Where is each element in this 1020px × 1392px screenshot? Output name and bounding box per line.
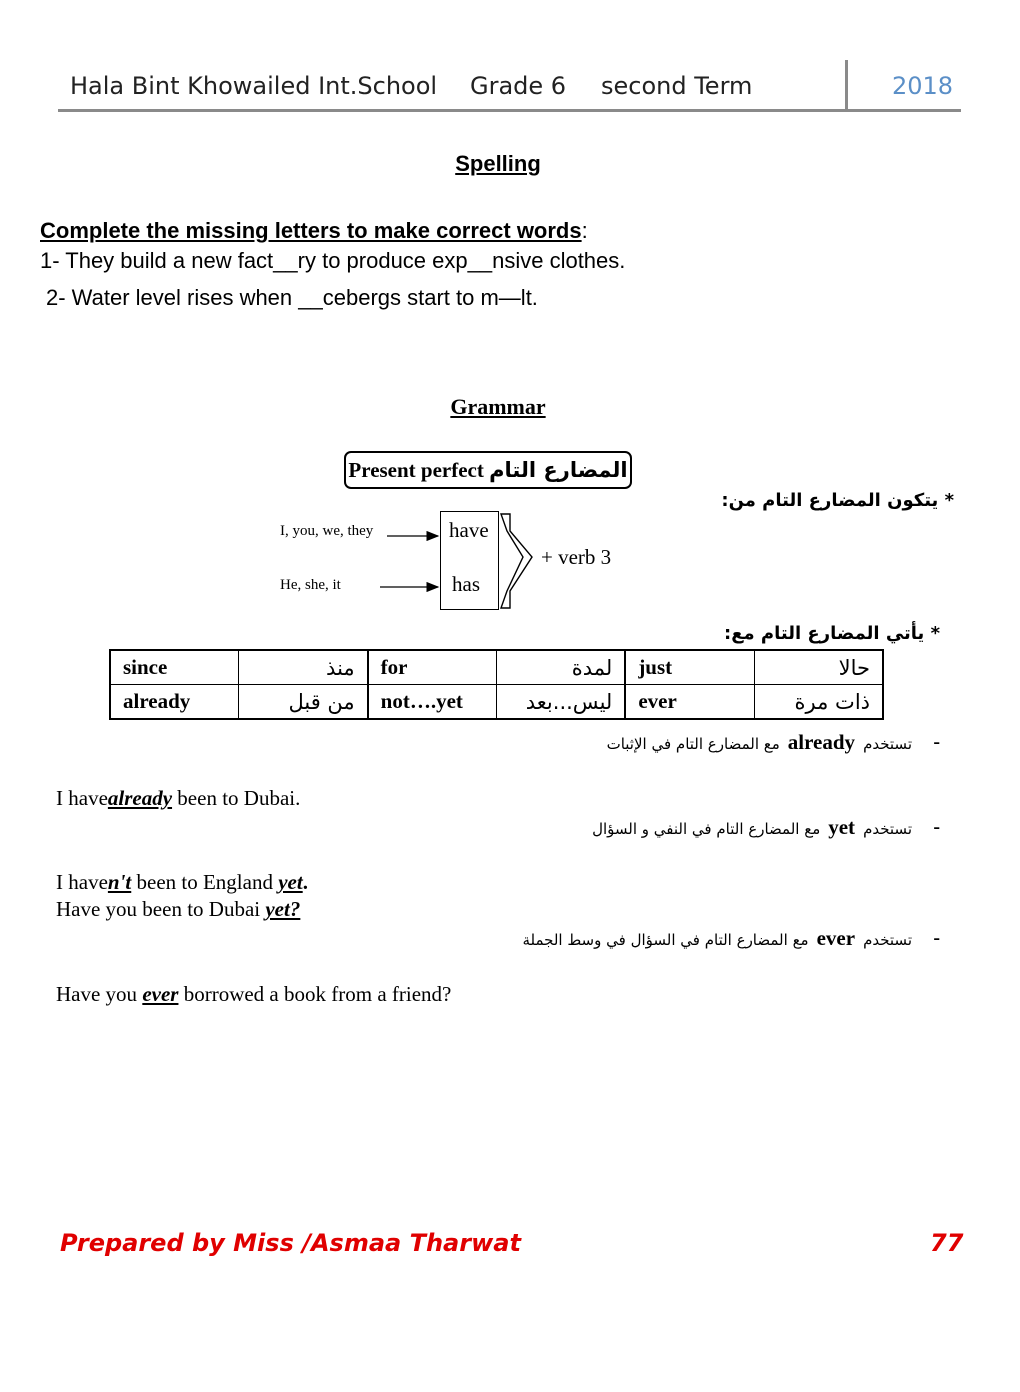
formed-note: * يتكون المضارع التام من:: [721, 490, 954, 511]
example-ever: [56, 982, 451, 1007]
rule-prefix: تستخدم: [863, 931, 912, 949]
example-keyword: already: [107, 786, 173, 810]
diagram-subject-plural: I, you, we, they: [280, 523, 374, 539]
aux-has: has: [452, 572, 480, 596]
spelling-title: Spelling: [455, 151, 541, 176]
example-text: Have you: [56, 982, 143, 1006]
table-cell-ar: منذ: [239, 650, 368, 685]
example-keyword: n't: [107, 870, 132, 894]
present-perfect-box: [344, 451, 632, 489]
header-term: second Term: [601, 72, 753, 100]
comes-with-note: * يأتي المضارع التام مع:: [724, 623, 940, 644]
table-cell-ar: حالا: [754, 650, 883, 685]
aux-have: have: [449, 518, 489, 542]
example-keyword: yet?: [265, 897, 301, 921]
page-number: 77: [930, 1229, 964, 1257]
present-perfect-ar: المضارع التام: [489, 458, 628, 482]
rule-prefix: تستخدم: [863, 735, 912, 753]
rule-already: [607, 730, 912, 755]
rule-bullet: -: [933, 816, 940, 838]
auxiliary-box: [440, 511, 499, 610]
rule-prefix: تستخدم: [863, 820, 912, 838]
example-already: [56, 786, 300, 811]
example-text: been to England: [131, 870, 279, 894]
rule-keyword: ever: [816, 926, 856, 950]
big-arrow-icon: [501, 514, 532, 608]
header-grade: Grade 6: [470, 72, 567, 100]
rule-suffix: مع المضارع التام في السؤال في وسط الجملة: [522, 931, 809, 949]
diagram-subject-singular: He, she, it: [280, 577, 341, 593]
table-row: [110, 685, 883, 720]
header-divider-vertical: [845, 60, 848, 110]
example-yet-question: [56, 897, 300, 922]
rule-ever: [522, 926, 912, 951]
table-cell-en: already: [110, 685, 239, 720]
rule-yet: [592, 815, 912, 840]
spelling-instruction-text: Complete the missing letters to make correct words: [40, 218, 582, 243]
spelling-instruction: [40, 218, 588, 244]
example-text: borrowed a book from a friend?: [178, 982, 452, 1006]
table-row: [110, 650, 883, 685]
example-yet-negative: [56, 870, 308, 895]
time-words-table: [109, 649, 884, 720]
spelling-question-1: 1- They build a new fact__ry to produce exp__nsive clothes.: [40, 248, 626, 273]
example-text: Have you been to Dubai: [56, 897, 266, 921]
header-school: Hala Bint Khowailed Int.School: [70, 72, 438, 100]
rule-suffix: مع المضارع التام في الإثبات: [606, 735, 780, 753]
example-text: .: [302, 870, 308, 894]
spelling-instruction-colon: :: [581, 218, 588, 243]
grammar-title: Grammar: [450, 394, 546, 419]
table-cell-en: not….yet: [368, 685, 497, 720]
table-cell-en: for: [368, 650, 497, 685]
table-cell-ar: من قبل: [239, 685, 368, 720]
table-cell-en: since: [110, 650, 239, 685]
table-cell-ar: ليس...بعد: [496, 685, 625, 720]
table-cell-ar: لمدة: [496, 650, 625, 685]
example-keyword: ever: [142, 982, 179, 1006]
example-keyword: yet: [278, 870, 303, 894]
header-year: 2018: [892, 72, 954, 100]
rule-bullet: -: [933, 731, 940, 753]
table-cell-en: just: [625, 650, 754, 685]
header-divider: [58, 109, 961, 112]
present-perfect-en: Present perfect: [348, 458, 484, 482]
rule-keyword: already: [787, 730, 856, 754]
verb3-label: + verb 3: [541, 545, 612, 569]
rule-keyword: yet: [828, 815, 856, 839]
footer-prepared-by: Prepared by Miss /Asmaa Tharwat: [60, 1229, 521, 1257]
example-text: been to Dubai.: [172, 786, 301, 810]
rule-bullet: -: [933, 927, 940, 949]
table-cell-en: ever: [625, 685, 754, 720]
spelling-question-2: 2- Water level rises when __cebergs start to m—lt.: [46, 285, 538, 310]
example-text: I have: [56, 870, 108, 894]
rule-suffix: مع المضارع التام في النفي و السؤال: [592, 820, 821, 838]
table-cell-ar: ذات مرة: [754, 685, 883, 720]
example-text: I have: [56, 786, 108, 810]
